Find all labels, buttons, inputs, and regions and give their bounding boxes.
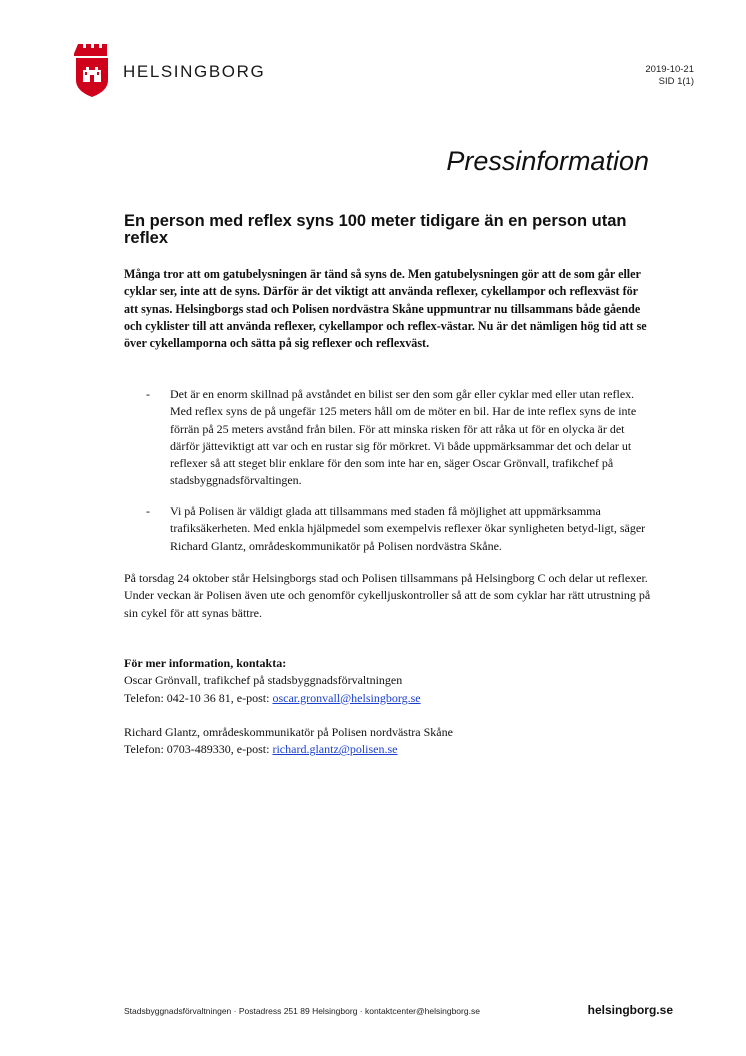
contact-phone-line bbox=[124, 741, 654, 758]
document-meta bbox=[645, 64, 694, 88]
footer-website: helsingborg.se bbox=[587, 1003, 673, 1017]
quote-bullet: - bbox=[146, 504, 150, 518]
footer-address: Stadsbyggnadsförvaltningen · Postadress 251 89 Helsingborg · kontaktcenter@helsingborg.se bbox=[124, 1006, 480, 1016]
contact-phone-line bbox=[124, 690, 654, 707]
quote-text: Vi på Polisen är väldigt glada att tillsammans med staden få möjlighet att uppmärksamma trafiksäkerheten. Med enkla hjälpmedel som exempelvis reflexer ökar synligheten betyd-ligt, säger Richard Glantz, områdeskommunikatör på Polisen nordvästra Skåne. bbox=[170, 504, 646, 553]
quote-bullet: - bbox=[146, 387, 150, 401]
contact-heading: För mer information, kontakta: bbox=[124, 656, 287, 670]
quote-text: Det är en enorm skillnad på avståndet en bilist ser den som går eller cyklar med eller utan reflex. Med reflex syns de på ungefär 125 meters håll om de möter en bil. Har de inte reflex syns de inte förrän på 25 meters avstånd från bilen. För att minska risken för att råka ut för en olycka är det därför jätteviktigt att var och en rustar sig för mörkret. Vi både uppmärksammar det och delar ut reflexer så att steget blir enklare för den som inte har en, säger Oscar Grönvall, trafikchef på stadsbyggnadsförvaltingen. bbox=[170, 387, 637, 488]
document-date: 2019-10-21 bbox=[645, 64, 694, 75]
contact-name: Richard Glantz, områdeskommunikatör på Polisen nordvästra Skåne bbox=[124, 724, 453, 739]
quote-item bbox=[124, 503, 654, 555]
contact-name: Oscar Grönvall, trafikchef på stadsbyggnadsförvaltningen bbox=[124, 673, 403, 688]
contact-section bbox=[124, 655, 654, 758]
helsingborg-crest-icon bbox=[74, 42, 110, 98]
body-paragraph: På torsdag 24 oktober står Helsingborgs stad och Polisen tillsammans på Helsingborg C och delar ut reflexer. Under veckan är Polisen även ute och genomför cykelljuskontroller så att de som cyklar har rätt utrustning på sin cykel för att synas bättre. bbox=[124, 571, 651, 620]
contact-email-link[interactable]: richard.glantz@polisen.se bbox=[272, 742, 398, 757]
contact-phone: Telefon: 042-10 36 81, e-post: bbox=[124, 690, 273, 705]
document-type: Pressinformation bbox=[446, 146, 649, 176]
brand-name: HELSINGBORG bbox=[123, 62, 266, 81]
contact-email-link[interactable]: oscar.gronvall@helsingborg.se bbox=[272, 690, 421, 705]
page-number: SID 1(1) bbox=[658, 76, 694, 87]
contact-phone: Telefon: 0703-489330, e-post: bbox=[124, 742, 273, 757]
lead-paragraph: Många tror att om gatubelysningen är tänd så syns de. Men gatubelysningen gör att de som går eller cyklar ser, inte att de syns. Därför är det viktigt att använda reflexer, cykellampor och reflexväst för att synas. Helsingborgs stad och Polisen nordvästra Skåne uppmuntrar nu tillsammans både gående och cyklister till att använda reflexer, cykellampor och reflex-västar. Nu är det nämligen hög tid att se över cykellamporna och sätta på sig reflexer och reflexväst. bbox=[124, 267, 647, 351]
headline: En person med reflex syns 100 meter tidigare än en person utan reflex bbox=[124, 212, 627, 247]
quote-item bbox=[124, 386, 654, 490]
